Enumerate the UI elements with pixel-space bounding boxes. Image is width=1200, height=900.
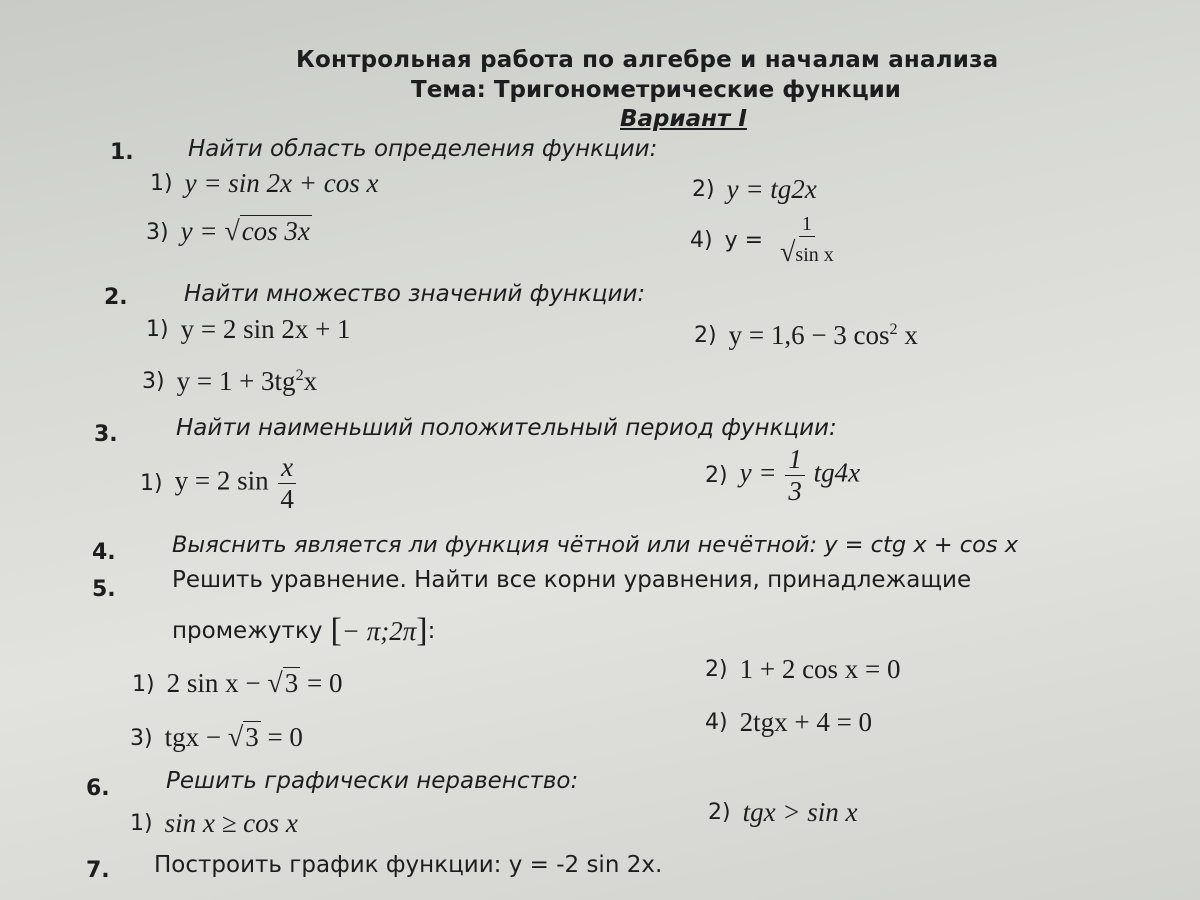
task-4-text: Выяснить является ли функция чётной или нечётной: y = ctg x + cos x: [172, 532, 1019, 558]
item-label: 2): [705, 657, 728, 682]
item-formula: [177, 366, 318, 397]
right-bracket: ]: [416, 612, 428, 649]
sqrt-symbol: √: [267, 668, 283, 699]
task-1-item-1: [150, 168, 379, 199]
numerator: x: [278, 454, 296, 484]
exponent: 2: [889, 320, 898, 338]
item-label: 1): [130, 811, 153, 836]
item-label: 3): [130, 725, 153, 751]
task-5-text: Решить уравнение. Найти все корни уравнения, принадлежащие: [172, 567, 972, 593]
numerator: 1: [799, 214, 815, 237]
task-5-item-3: [130, 722, 303, 754]
formula-lhs: y =: [739, 457, 777, 488]
item-label: 1): [150, 171, 173, 196]
task-1-item-3: [146, 216, 312, 248]
formula-lhs: y =: [180, 216, 218, 246]
item-formula: [181, 216, 312, 248]
item-label: 4): [705, 710, 728, 735]
task-4-number: 4.: [92, 540, 116, 565]
item-formula: 2tgx + 4 = 0: [739, 707, 873, 737]
item-formula: y = tg2x: [726, 174, 817, 204]
formula-rhs: = 0: [306, 668, 343, 698]
item-formula: 1 + 2 cos x = 0: [739, 654, 901, 684]
formula-post: x: [897, 320, 918, 350]
task-3-text: Найти наименьший положительный период функции:: [176, 415, 837, 441]
task-5-interval-line: [172, 612, 435, 650]
interval: − π;2π: [341, 615, 417, 646]
sqrt-symbol: √: [780, 237, 796, 268]
task-5-item-1: [132, 668, 342, 700]
denominator: 4: [280, 484, 294, 514]
denominator: 3: [788, 476, 802, 506]
topic-title: Тема: Тригонометрические функции: [411, 77, 901, 103]
numerator: 1: [785, 446, 805, 476]
item-formula: [175, 454, 299, 513]
task-2-text: Найти множество значений функции:: [184, 281, 646, 307]
task-1-item-2: [692, 174, 817, 205]
formula-rhs: = 0: [267, 722, 303, 752]
task-2-item-1: [146, 314, 351, 345]
task-1-text: Найти область определения функции:: [188, 136, 658, 162]
item-label: 4): [690, 228, 713, 253]
page-title: Контрольная работа по алгебре и началам анализа: [296, 47, 999, 73]
formula-rhs: tg4x: [813, 457, 861, 488]
interval-colon: :: [427, 618, 436, 644]
item-label: 2): [694, 323, 717, 348]
formula-pre: y = 1,6 − 3 cos: [728, 320, 890, 350]
task-3-item-2: [705, 446, 860, 505]
fraction: [785, 446, 805, 505]
task-7-text: Построить график функции: y = -2 sin 2x.: [154, 852, 663, 878]
item-label: 3): [142, 369, 165, 394]
fraction: [777, 214, 837, 267]
item-formula: sin x ≥ cos x: [164, 808, 298, 838]
item-label: 1): [146, 317, 169, 342]
radicand: sin x: [795, 244, 834, 266]
item-label: 3): [146, 219, 169, 245]
task-5-item-2: [705, 654, 901, 685]
task-6-text: Решить графически неравенство:: [166, 768, 579, 794]
task-7-number: 7.: [86, 858, 110, 883]
task-1-number: 1.: [110, 140, 134, 165]
exponent: 2: [295, 366, 304, 384]
formula-lhs: y = 2 sin: [174, 465, 269, 496]
task-3-number: 3.: [94, 422, 118, 447]
item-formula: [729, 320, 918, 351]
item-formula: y = 2 sin 2x + 1: [180, 314, 351, 344]
task-2-item-2: [694, 320, 918, 351]
item-formula: [740, 446, 860, 505]
task-6-number: 6.: [86, 776, 110, 801]
fraction: [277, 454, 297, 513]
item-label: 1): [132, 671, 155, 697]
task-5-number: 5.: [92, 577, 116, 602]
formula-post: x: [303, 366, 318, 396]
item-label: 2): [708, 800, 731, 825]
item-label: 2): [705, 463, 728, 488]
formula-lhs: 2 sin x −: [166, 668, 261, 698]
variant-title: Вариант I: [620, 106, 747, 132]
task-5-text-2: промежутку: [172, 618, 323, 644]
task-1-item-4: [690, 214, 839, 267]
item-formula: tgx > sin x: [742, 797, 858, 827]
radicand: cos 3x: [241, 216, 310, 246]
task-3-item-1: [140, 454, 299, 513]
task-5-item-4: [705, 707, 872, 738]
formula-lhs: tgx −: [164, 722, 222, 752]
task-6-item-2: [708, 797, 858, 828]
radicand: 3: [284, 668, 299, 698]
formula-lhs: y =: [724, 228, 764, 253]
left-bracket: [: [330, 612, 342, 649]
item-label: 2): [692, 177, 715, 202]
task-2-number: 2.: [104, 285, 128, 310]
denominator: [777, 237, 837, 267]
item-label: 1): [140, 471, 163, 496]
item-formula: y = sin 2x + cos x: [184, 168, 379, 198]
item-formula: [167, 668, 343, 700]
radicand: 3: [245, 722, 259, 752]
sqrt-symbol: √: [224, 216, 240, 247]
task-2-item-3: [142, 366, 317, 397]
sqrt-symbol: √: [227, 722, 244, 753]
formula-pre: y = 1 + 3tg: [176, 366, 296, 396]
item-formula: [165, 722, 303, 754]
task-6-item-1: [130, 808, 298, 839]
